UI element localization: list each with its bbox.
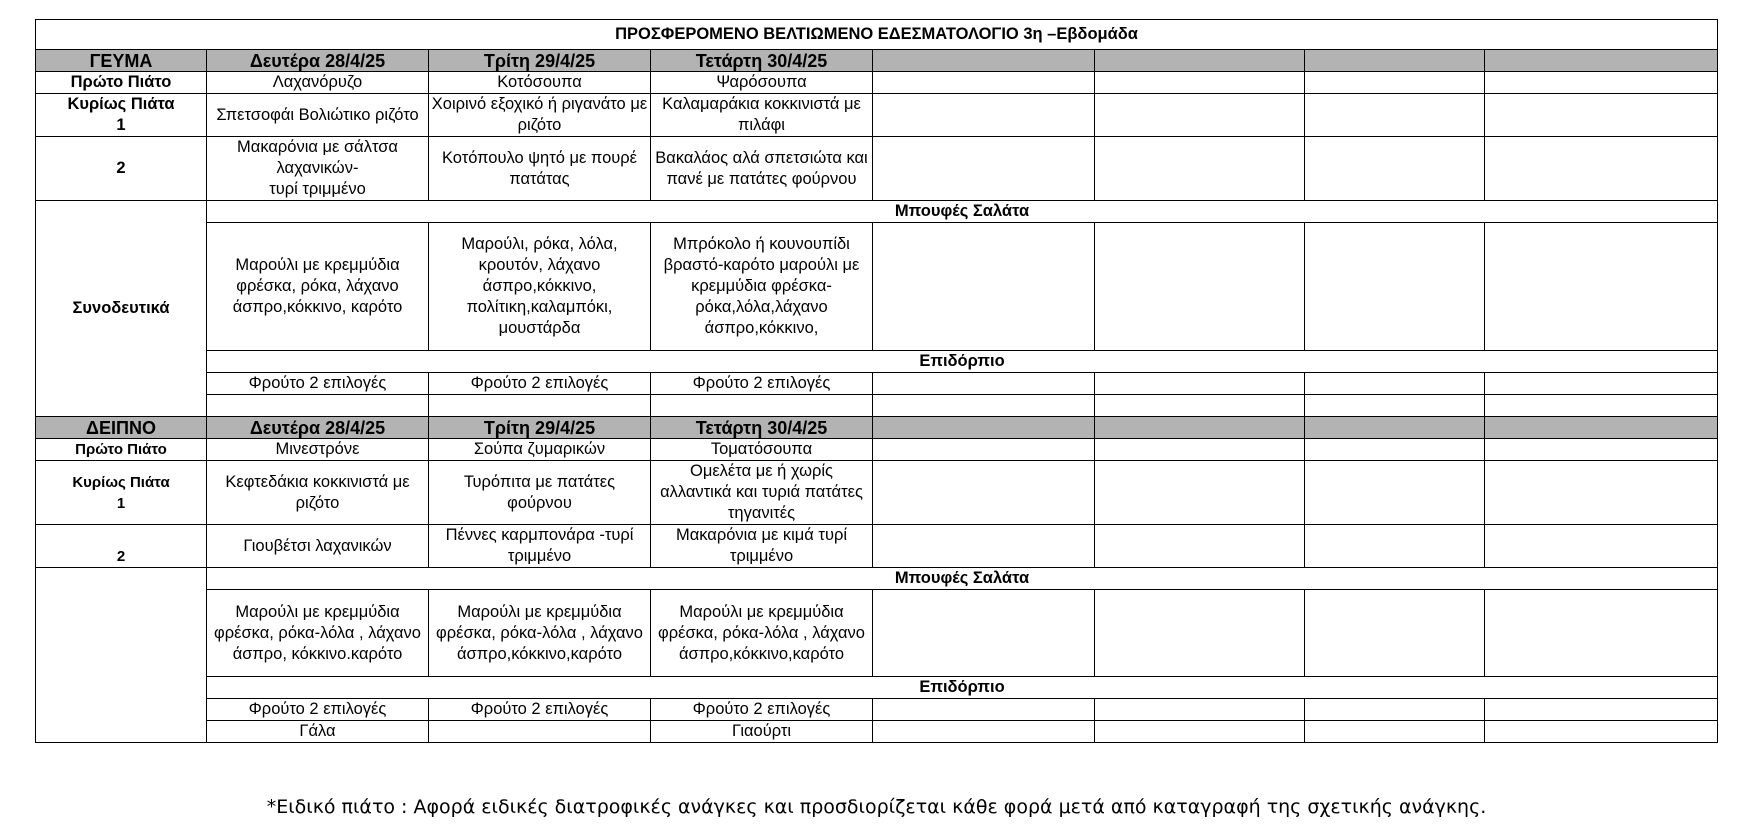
lunch-dessert-title-row [36,351,1718,373]
empty-cell [873,590,1095,677]
empty-cell [429,395,651,417]
empty-cell [1095,699,1305,721]
menu-table [35,19,1718,743]
menu-cell: Γιουβέτσι λαχανικών [207,525,429,568]
menu-cell: Χοιρινό εξοχικό ή ριγανάτο με ριζότο [429,94,651,137]
empty-cell [873,373,1095,395]
menu-cell: Τοματόσουπα [651,439,873,461]
page-title: ΠΡΟΣΦΕΡΟΜΕΝΟ ΒΕΛΤΙΩΜΕΝΟ ΕΔΕΣΜΑΤΟΛΟΓΙΟ 3η –Εβδομάδα [36,20,1718,50]
menu-cell: Φρούτο 2 επιλογές [429,373,651,395]
empty-cell [36,568,207,743]
menu-cell: Σούπα ζυμαρικών [429,439,651,461]
menu-cell: Μπρόκολο ή κουνουπίδι βραστό-καρότο μαρούλι με κρεμμύδια φρέσκα-ρόκα,λόλα,λάχανο άσπρο,κόκκινο, [651,223,873,351]
empty-cell [1095,223,1305,351]
empty-cell [1485,461,1718,525]
lunch-salad-row [36,223,1718,351]
day-header: Τετάρτη 30/4/25 [651,417,873,439]
lunch-dessert-row [36,373,1718,395]
dinner-header-row [36,417,1718,439]
row-label: Πρώτο Πιάτο [36,439,207,461]
menu-cell: Μαρούλι με κρεμμύδια φρέσκα, ρόκα-λόλα , λάχανο άσπρο,κόκκινο,καρότο [429,590,651,677]
day-header: Τρίτη 29/4/25 [429,50,651,72]
empty-cell [1305,439,1485,461]
dinner-extra-row [36,721,1718,743]
menu-cell [429,721,651,743]
sides-label: Συνοδευτικά [36,201,207,417]
empty-cell [1485,373,1718,395]
menu-cell: Ψαρόσουπα [651,72,873,94]
empty-cell [1095,373,1305,395]
empty-cell [1485,417,1718,439]
empty-cell [1305,223,1485,351]
dessert-title: Επιδόρπιο [207,677,1718,699]
empty-cell [1305,699,1485,721]
day-header: Τρίτη 29/4/25 [429,417,651,439]
dinner-salad-title-row [36,568,1718,590]
salad-title: Μπουφές Σαλάτα [207,568,1718,590]
empty-cell [1095,137,1305,201]
menu-cell: Φρούτο 2 επιλογές [651,699,873,721]
menu-cell: Τυρόπιτα με πατάτες φούρνου [429,461,651,525]
empty-cell [1485,590,1718,677]
empty-cell [1095,50,1305,72]
empty-cell [1305,395,1485,417]
empty-cell [1485,94,1718,137]
empty-cell [1095,94,1305,137]
empty-cell [873,439,1095,461]
menu-cell: Λαχανόρυζο [207,72,429,94]
empty-cell [1095,417,1305,439]
row-label: Κυρίως Πιάτα 1 [36,94,207,137]
menu-cell: Πέννες καρμπονάρα -τυρί τριμμένο [429,525,651,568]
empty-cell [873,94,1095,137]
empty-cell [873,137,1095,201]
empty-cell [1305,721,1485,743]
empty-cell [1095,525,1305,568]
empty-cell [1485,72,1718,94]
empty-cell [873,72,1095,94]
row-label: Κυρίως Πιάτα 1 [36,461,207,525]
menu-cell: Φρούτο 2 επιλογές [429,699,651,721]
empty-cell [651,395,873,417]
lunch-salad-title-row [36,201,1718,223]
menu-cell: Βακαλάος αλά σπετσιώτα και πανέ με πατάτες φούρνου [651,137,873,201]
menu-cell: Φρούτο 2 επιλογές [207,699,429,721]
day-header: Δευτέρα 28/4/25 [207,50,429,72]
lunch-header-row [36,50,1718,72]
lunch-main2-row [36,137,1718,201]
dinner-first-course-row [36,439,1718,461]
day-header: Τετάρτη 30/4/25 [651,50,873,72]
menu-cell: Ομελέτα με ή χωρίς αλλαντικά και τυριά πατάτες τηγανιτές [651,461,873,525]
dinner-main2-row [36,525,1718,568]
empty-cell [1485,699,1718,721]
empty-cell [1095,395,1305,417]
empty-cell [1305,373,1485,395]
empty-cell [1485,525,1718,568]
empty-cell [873,721,1095,743]
empty-cell [873,525,1095,568]
menu-cell: Φρούτο 2 επιλογές [651,373,873,395]
menu-cell: Μαρούλι, ρόκα, λόλα, κρουτόν, λάχανο άσπρο,κόκκινο, πολίτικη,καλαμπόκι, μουστάρδα [429,223,651,351]
empty-cell [1485,223,1718,351]
lunch-label: ΓΕΥΜΑ [36,50,207,72]
dinner-main1-row [36,461,1718,525]
empty-cell [1305,137,1485,201]
empty-cell [873,699,1095,721]
empty-cell [1095,721,1305,743]
menu-cell: Μαρούλι με κρεμμύδια φρέσκα, ρόκα, λάχανο άσπρο,κόκκινο, καρότο [207,223,429,351]
dinner-dessert-title-row [36,677,1718,699]
empty-cell [1485,137,1718,201]
empty-cell [1095,72,1305,94]
empty-cell [1485,439,1718,461]
row-label: 2 [36,525,207,568]
empty-cell [873,395,1095,417]
menu-cell: Κεφτεδάκια κοκκινιστά με ριζότο [207,461,429,525]
empty-cell [1485,395,1718,417]
lunch-main1-row [36,94,1718,137]
menu-cell: Μαρούλι με κρεμμύδια φρέσκα, ρόκα-λόλα , λάχανο άσπρο,κόκκινο,καρότο [651,590,873,677]
menu-cell: Μαρούλι με κρεμμύδια φρέσκα, ρόκα-λόλα , λάχανο άσπρο, κόκκινο.καρότο [207,590,429,677]
menu-cell: Φρούτο 2 επιλογές [207,373,429,395]
empty-cell [1305,461,1485,525]
empty-cell [1305,590,1485,677]
row-label: Πρώτο Πιάτο [36,72,207,94]
day-header: Δευτέρα 28/4/25 [207,417,429,439]
menu-cell: Μακαρόνια με σάλτσα λαχανικών- τυρί τριμμένο [207,137,429,201]
menu-cell: Μακαρόνια με κιμά τυρί τριμμένο [651,525,873,568]
menu-cell: Καλαμαράκια κοκκινιστά με πιλάφι [651,94,873,137]
empty-cell [1305,525,1485,568]
footnote: *Ειδικό πιάτο : Αφορά ειδικές διατροφικές ανάγκες και προσδιορίζεται κάθε φορά μετά από καταγραφή της σχετικής ανάγκης. [266,796,1487,818]
empty-cell [1305,94,1485,137]
empty-cell [1305,50,1485,72]
menu-cell: Γάλα [207,721,429,743]
empty-cell [1485,721,1718,743]
empty-cell [1095,439,1305,461]
lunch-first-course-row [36,72,1718,94]
menu-cell: Κοτόπουλο ψητό με πουρέ πατάτας [429,137,651,201]
lunch-extra-row [36,395,1718,417]
dinner-salad-row [36,590,1718,677]
empty-cell [207,395,429,417]
empty-cell [873,50,1095,72]
salad-title: Μπουφές Σαλάτα [207,201,1718,223]
empty-cell [873,417,1095,439]
empty-cell [873,461,1095,525]
row-label: 2 [36,137,207,201]
menu-cell: Σπετσοφάι Βολιώτικο ριζότο [207,94,429,137]
empty-cell [1305,72,1485,94]
empty-cell [873,223,1095,351]
dinner-dessert-row [36,699,1718,721]
menu-cell: Κοτόσουπα [429,72,651,94]
empty-cell [1095,461,1305,525]
empty-cell [1305,417,1485,439]
menu-cell: Μινεστρόνε [207,439,429,461]
empty-cell [1485,50,1718,72]
dessert-title: Επιδόρπιο [207,351,1718,373]
empty-cell [1095,590,1305,677]
menu-cell: Γιαούρτι [651,721,873,743]
dinner-label: ΔΕΙΠΝΟ [36,417,207,439]
